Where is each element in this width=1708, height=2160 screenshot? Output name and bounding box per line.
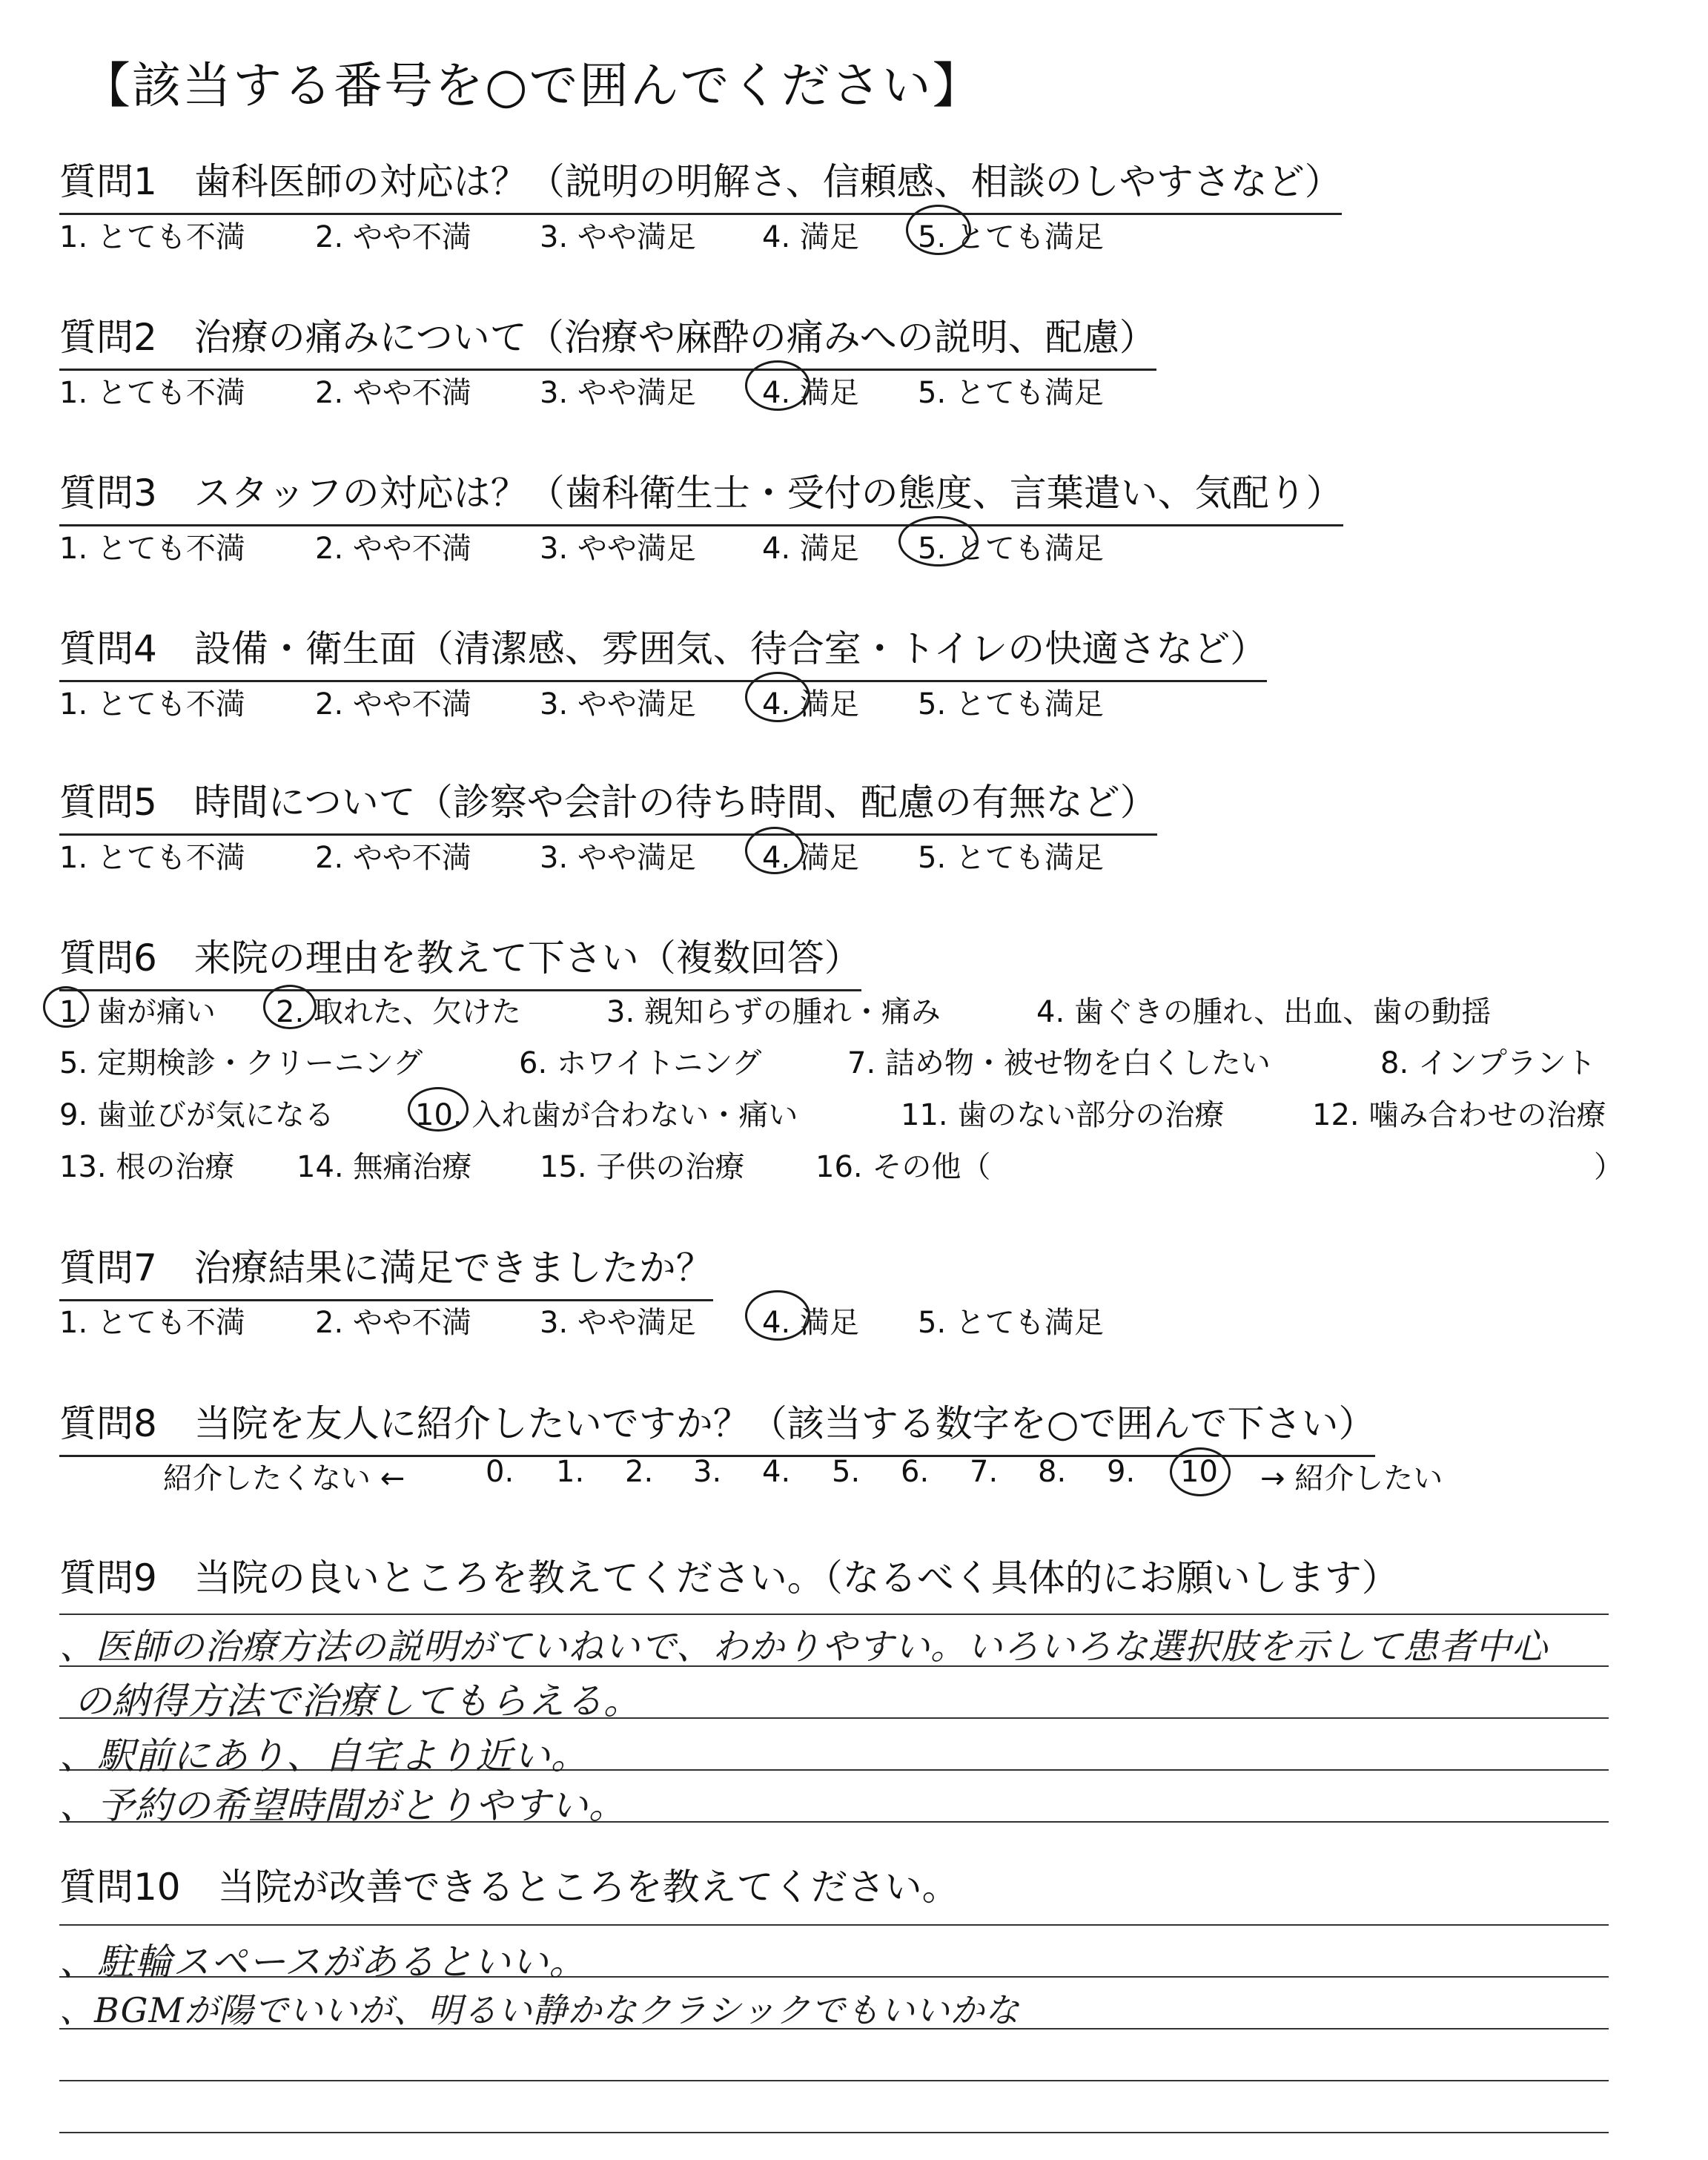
q1-option-5[interactable]: 5. とても満足 <box>918 220 1104 254</box>
q8-number-9[interactable]: 9. <box>1107 1455 1136 1489</box>
question-3: 質問3 スタッフの対応は？（歯科衛生士・受付の態度、言葉遣い、気配り） <box>59 463 1343 526</box>
q8-left-label: 紹介したくない ← <box>163 1462 406 1496</box>
q1-option-2[interactable]: 2. やや不満 <box>315 220 471 254</box>
q4-option-4[interactable]: 4. 満足 <box>762 687 859 721</box>
q4-option-5[interactable]: 5. とても満足 <box>918 687 1104 721</box>
question-1: 質問1 歯科医師の対応は？（説明の明解さ、信頼感、相談のしやすさなど） <box>59 152 1342 215</box>
q8-number-4[interactable]: 4. <box>762 1455 791 1489</box>
q1-option-3[interactable]: 3. やや満足 <box>540 220 696 254</box>
q7-option-2[interactable]: 2. やや不満 <box>315 1306 471 1340</box>
q5-option-1[interactable]: 1. とても不満 <box>59 841 245 875</box>
selection-circle <box>745 672 810 722</box>
q8-right-label: → 紹介したい <box>1260 1462 1443 1496</box>
q6-option-2[interactable]: 2. 取れた、欠けた <box>276 995 521 1029</box>
q8-number-7[interactable]: 7. <box>970 1455 999 1489</box>
question-7: 質問7 治療結果に満足できましたか？ <box>59 1238 713 1301</box>
q6-option-4[interactable]: 4. 歯ぐきの腫れ、出血、歯の動揺 <box>1036 995 1492 1029</box>
q4-option-1[interactable]: 1. とても不満 <box>59 687 245 721</box>
q4-option-2[interactable]: 2. やや不満 <box>315 687 471 721</box>
question-5: 質問5 時間について（診察や会計の待ち時間、配慮の有無など） <box>59 773 1157 836</box>
q2-option-4[interactable]: 4. 満足 <box>762 376 859 410</box>
q5-option-4[interactable]: 4. 満足 <box>762 841 859 875</box>
q5-option-5[interactable]: 5. とても満足 <box>918 841 1104 875</box>
q3-option-3[interactable]: 3. やや満足 <box>540 532 696 566</box>
q8-number-8[interactable]: 8. <box>1038 1455 1067 1489</box>
q9-answer-line: 、予約の希望時間がとりやすい。 <box>59 1784 626 1827</box>
q8-number-3[interactable]: 3. <box>693 1455 722 1489</box>
q3-option-4[interactable]: 4. 満足 <box>762 532 859 566</box>
q6-option-6[interactable]: 6. ホワイトニング <box>519 1046 762 1080</box>
q1-option-1[interactable]: 1. とても不満 <box>59 220 245 254</box>
selection-circle <box>263 985 317 1029</box>
question-8: 質問8 当院を友人に紹介したいですか？（該当する数字を○で囲んで下さい） <box>59 1394 1375 1457</box>
q7-option-4[interactable]: 4. 満足 <box>762 1306 859 1340</box>
question-4: 質問4 設備・衛生面（清潔感、雰囲気、待合室・トイレの快適さなど） <box>59 619 1267 682</box>
q6-option-11[interactable]: 11. 歯のない部分の治療 <box>901 1098 1225 1132</box>
selection-circle <box>898 516 979 567</box>
q8-number-0[interactable]: 0. <box>486 1455 514 1489</box>
selection-circle <box>906 205 971 255</box>
q8-number-2[interactable]: 2. <box>625 1455 654 1489</box>
selection-circle <box>43 986 89 1028</box>
selection-circle <box>408 1087 469 1132</box>
q3-option-1[interactable]: 1. とても不満 <box>59 532 245 566</box>
q10-answer-line: 、BGMが陽でいいが、明るい静かなクラシックでもいいかな <box>59 1990 1020 2030</box>
q6-option-14[interactable]: 14. 無痛治療 <box>297 1150 472 1184</box>
q5-option-3[interactable]: 3. やや満足 <box>540 841 696 875</box>
q6-option-16[interactable]: 16. その他（ <box>815 1150 991 1184</box>
q10-answer-line: 、駐輪スペースがあるといい。 <box>59 1941 587 1984</box>
q2-option-5[interactable]: 5. とても満足 <box>918 376 1104 410</box>
q3-option-5[interactable]: 5. とても満足 <box>918 532 1104 566</box>
q6-option-12[interactable]: 12. 噛み合わせの治療 <box>1312 1098 1606 1132</box>
q6-option-13[interactable]: 13. 根の治療 <box>59 1150 235 1184</box>
q3-option-2[interactable]: 2. やや不満 <box>315 532 471 566</box>
q9-answer-line: 、駅前にあり、自宅より近い。 <box>59 1734 589 1777</box>
q6-other-close: ） <box>1594 1150 1623 1184</box>
q8-number-5[interactable]: 5. <box>832 1455 861 1489</box>
q6-option-7[interactable]: 7. 詰め物・被せ物を白くしたい <box>847 1046 1271 1080</box>
q6-option-15[interactable]: 15. 子供の治療 <box>540 1150 745 1184</box>
q6-option-9[interactable]: 9. 歯並びが気になる <box>59 1098 334 1132</box>
q4-option-3[interactable]: 3. やや満足 <box>540 687 696 721</box>
question-2: 質問2 治療の痛みについて（治療や麻酔の痛みへの説明、配慮） <box>59 308 1156 371</box>
q7-option-1[interactable]: 1. とても不満 <box>59 1306 245 1340</box>
q8-number-1[interactable]: 1. <box>556 1455 585 1489</box>
q6-option-10[interactable]: 10. 入れ歯が合わない・痛い <box>415 1098 798 1132</box>
q2-option-2[interactable]: 2. やや不満 <box>315 376 471 410</box>
q6-option-3[interactable]: 3. 親知らずの腫れ・痛み <box>606 995 941 1029</box>
selection-circle <box>745 1290 810 1341</box>
q8-number-6[interactable]: 6. <box>901 1455 930 1489</box>
question-10: 質問10 当院が改善できるところを教えてください。 <box>59 1866 959 1909</box>
question-6: 質問6 来院の理由を教えて下さい（複数回答） <box>59 928 861 991</box>
question-9: 質問9 当院の良いところを教えてください。（なるべく具体的にお願いします） <box>59 1556 1399 1599</box>
q6-option-5[interactable]: 5. 定期検診・クリーニング <box>59 1046 423 1080</box>
q2-option-3[interactable]: 3. やや満足 <box>540 376 696 410</box>
q8-number-10[interactable]: 10 <box>1180 1455 1218 1489</box>
q2-option-1[interactable]: 1. とても不満 <box>59 376 245 410</box>
selection-circle <box>745 827 804 874</box>
q5-option-2[interactable]: 2. やや不満 <box>315 841 471 875</box>
selection-circle <box>745 360 810 411</box>
q9-answer-line: の納得方法で治療してもらえる。 <box>74 1680 641 1723</box>
q6-option-8[interactable]: 8. インプラント <box>1380 1046 1596 1080</box>
selection-circle <box>1170 1447 1231 1496</box>
q7-option-3[interactable]: 3. やや満足 <box>540 1306 696 1340</box>
q9-answer-line: 、医師の治療方法の説明がていねいで、わかりやすい。いろいろな選択肢を示して患者中心 <box>59 1626 1549 1668</box>
q1-option-4[interactable]: 4. 満足 <box>762 220 859 254</box>
q7-option-5[interactable]: 5. とても満足 <box>918 1306 1104 1340</box>
q6-option-1[interactable]: 1. 歯が痛い <box>59 995 216 1029</box>
page-title: 【該当する番号を○で囲んでください】 <box>82 57 983 114</box>
